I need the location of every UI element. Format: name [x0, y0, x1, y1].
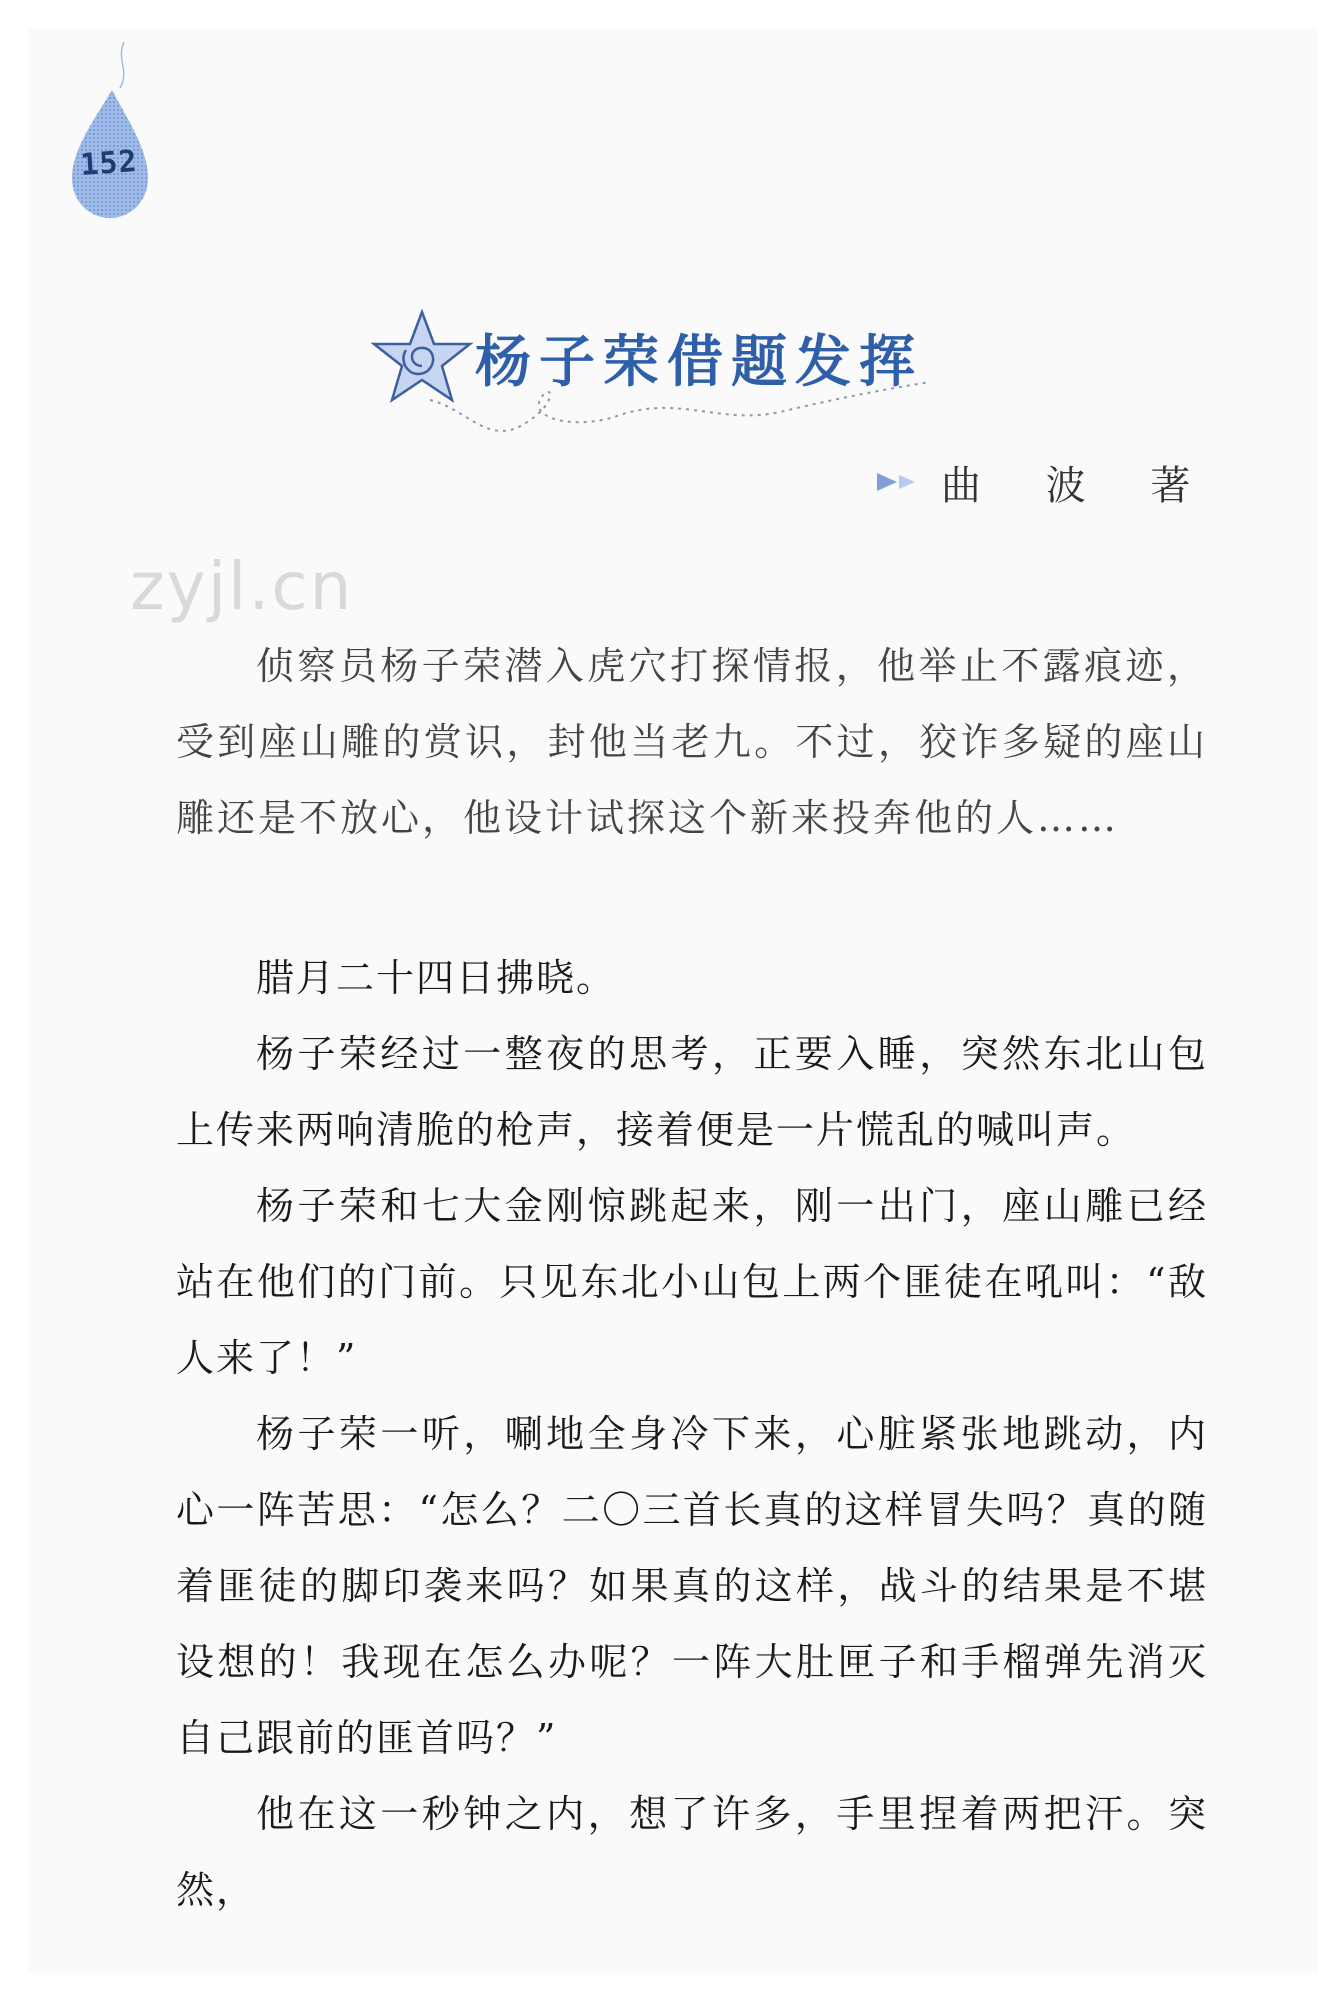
watermark: zyjl.cn: [130, 548, 354, 625]
page-number: 152: [79, 144, 139, 183]
body-paragraph: 杨子荣和七大金刚惊跳起来，刚一出门，座山雕已经站在他们的门前。只见东北小山包上两个匪徒在吼叫：“敌人来了！”: [176, 1184, 1208, 1380]
author-line: [875, 452, 1216, 512]
article-title: 杨子荣借题发挥: [475, 330, 923, 395]
double-arrow-icon: [875, 470, 931, 494]
body-paragraph: 杨子荣一听，唰地全身冷下来，心脏紧张地跳动，内心一阵苦思：“怎么？二〇三首长真的这样冒失吗？真的随着匪徒的脚印袭来吗？如果真的这样，战斗的结果是不堪设想的！我现在怎么办呢？一阵大肚匣子和手榴弹先消灭自己跟前的匪首吗？”: [176, 1412, 1208, 1760]
body-paragraph: 杨子荣经过一整夜的思考，正要入睡，突然东北山包上传来两响清脆的枪声，接着便是一片慌乱的喊叫声。: [176, 1032, 1208, 1152]
story-body: [176, 940, 1208, 1928]
water-drop-icon: [64, 40, 154, 220]
body-paragraph: 腊月二十四日拂晓。: [256, 956, 617, 1000]
intro-paragraph: 侦察员杨子荣潜入虎穴打探情报，他举止不露痕迹，受到座山雕的赏识，封他当老九。不过，狡诈多疑的座山雕还是不放心，他设计试探这个新来投奔他的人……: [176, 644, 1208, 840]
author-name: 曲 波 著: [941, 462, 1217, 509]
body-paragraph: 他在这一秒钟之内，想了许多，手里捏着两把汗。突然，: [176, 1792, 1208, 1912]
